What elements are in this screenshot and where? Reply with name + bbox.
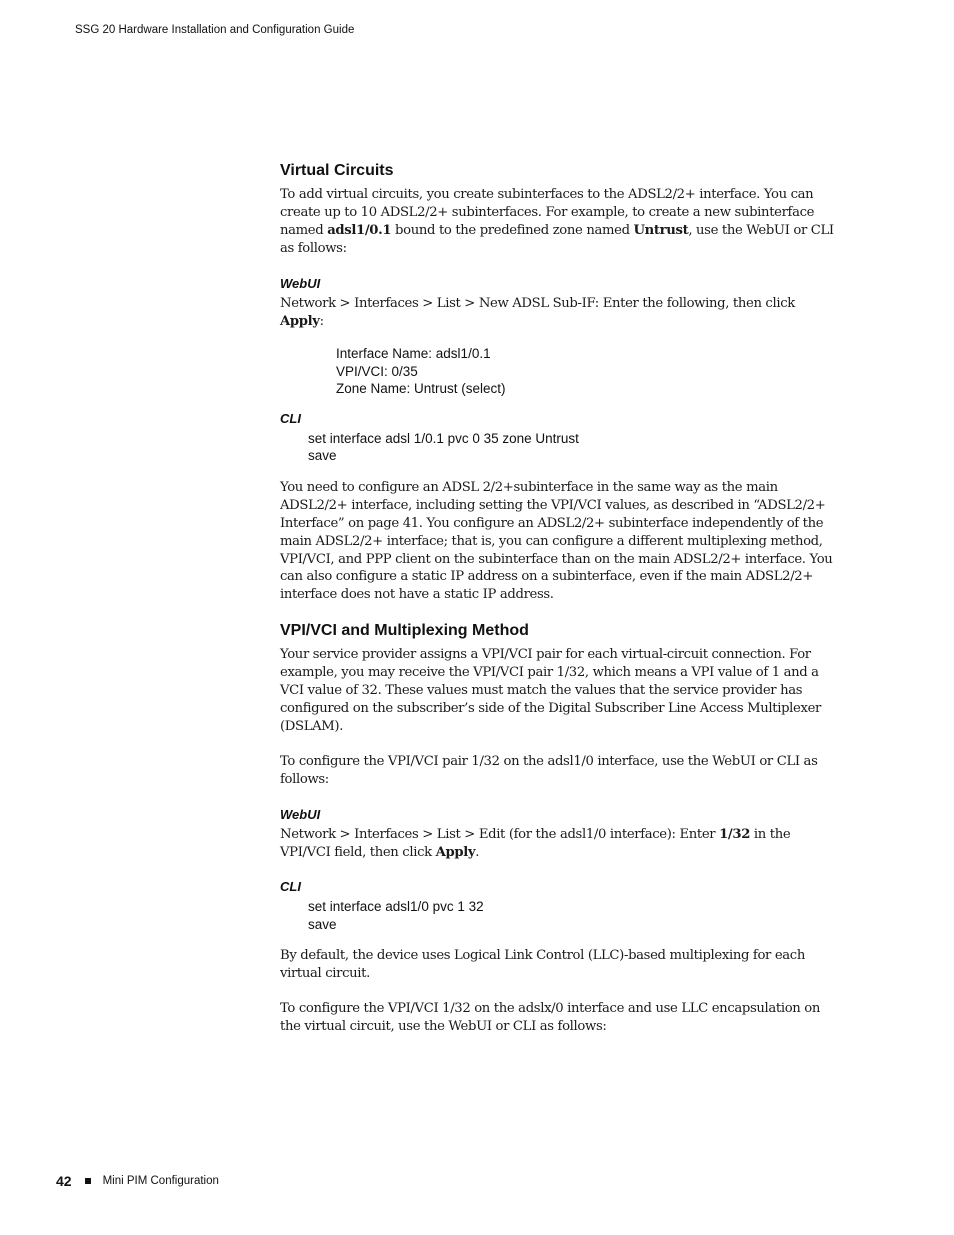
zone-name: Untrust [633, 222, 689, 238]
footer-chapter-title: Mini PIM Configuration [102, 1175, 219, 1187]
vpi-vci-paragraph: Your service provider assigns a VPI/VCI pair for each virtual-circuit connection. For example, you may receive the VPI/VCI pair 1/32, which means a VPI value of 1 and a VCI value of 32. These values must match the values that the service provider has configured on the subscriber’s side of the Digital Subscriber Line Access Multiplexer (DSLAM). [280, 647, 822, 734]
cli-label: CLI [280, 410, 301, 426]
section-heading-virtual-circuits: Virtual Circuits [280, 162, 394, 179]
cli-commands [308, 430, 840, 465]
cli-line: set interface adsl1/0 pvc 1 32 [308, 899, 484, 915]
cli-line: save [308, 916, 337, 932]
subinterface-name: adsl1/0.1 [327, 222, 392, 238]
webui-label: WebUI [280, 806, 321, 822]
webui-label: WebUI [280, 275, 321, 291]
section-heading-vpi-vci: VPI/VCI and Multiplexing Method [280, 622, 529, 640]
apply-keyword: Apply [435, 844, 476, 860]
configure-pair-paragraph: To configure the VPI/VCI pair 1/32 on the adsl1/0 interface, use the WebUI or CLI as follows: [280, 753, 818, 787]
virtual-circuits-intro: To add virtual circuits, you create subinterfaces to the ADSL2/2+ interface. You can create up to 10 ADSL2/2+ subinterfaces. For example, to create a new subinterface named adsl1/0.1 bound to the predefined zone named Untrust, use the WebUI or CLI as follows: [280, 187, 834, 256]
field-interface-name: Interface Name: adsl1/0.1 [336, 346, 491, 362]
subinterface-paragraph: You need to configure an ADSL 2/2+subinterface in the same way as the main ADSL2/2+ interface, including setting the VPI/VCI values, as described in “ADSL2/2+ Interface” on page 41. You configure an ADSL2/2+ subinterface independently of the main ADSL2/2+ interface; that is, you can configure a different multiplexing method, VPI/VCI, and PPP client on the subinterface than on the main ADSL2/2+ interface. You can also configure a static IP address on a subinterface, even if the main ADSL2/2+ interface does not have a static IP address. [280, 479, 833, 603]
field-vpi-vci: VPI/VCI: 0/35 [336, 363, 418, 379]
field-zone-name: Zone Name: Untrust (select) [336, 381, 506, 397]
apply-keyword: Apply [280, 313, 320, 329]
cli-label: CLI [280, 879, 301, 895]
webui-instructions: Network > Interfaces > List > Edit (for the adsl1/0 interface): Enter 1/32 in the VPI/VCI field, then click Apply. [280, 826, 791, 860]
cli-commands [308, 898, 840, 933]
webui-instructions: Network > Interfaces > List > New ADSL Sub-IF: Enter the following, then click Apply: [280, 295, 795, 329]
running-header: SSG 20 Hardware Installation and Configuration Guide [75, 24, 355, 36]
square-bullet-icon [85, 1178, 91, 1184]
llc-configure-paragraph: To configure the VPI/VCI 1/32 on the adslx/0 interface and use LLC encapsulation on the virtual circuit, use the WebUI or CLI as follows: [280, 1001, 821, 1035]
cli-line: set interface adsl 1/0.1 pvc 0 35 zone Untrust [308, 430, 579, 446]
vpi-vci-value: 1/32 [719, 826, 751, 842]
webui-fields [336, 345, 840, 398]
cli-line: save [308, 448, 337, 464]
page-content [280, 162, 840, 1036]
llc-default-paragraph: By default, the device uses Logical Link Control (LLC)-based multiplexing for each virtual circuit. [280, 948, 805, 982]
page-number: 42 [56, 1173, 72, 1189]
page-footer [56, 1173, 219, 1189]
